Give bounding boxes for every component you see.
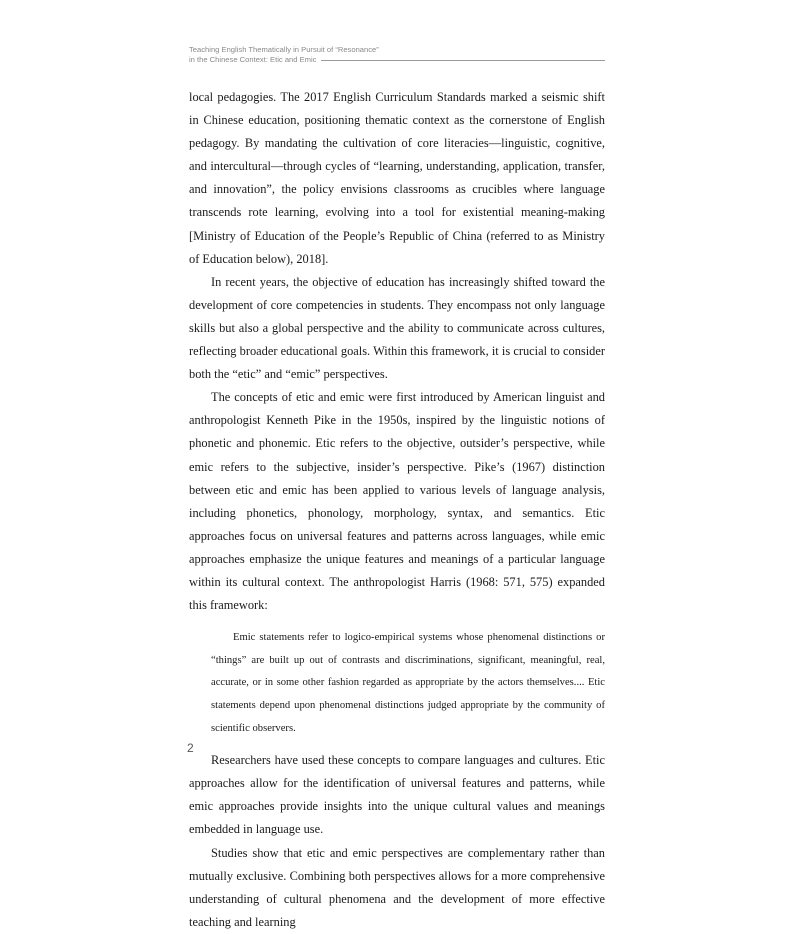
- body-text: [189, 86, 605, 934]
- paragraph: In recent years, the objective of education has increasingly shifted toward the development of core competencies in students. They encompass not only language skills but also a global perspective and the ability to communicate across cultures, reflecting broader educational goals. Within this framework, it is crucial to consider both the “etic” and “emic” perspectives.: [189, 274, 605, 382]
- running-head-line-2: in the Chinese Context: Etic and Emic: [189, 55, 317, 64]
- paragraph-continued: local pedagogies. The 2017 English Curriculum Standards marked a seismic shift in Chinese education, positioning thematic context as the cornerstone of English pedagogy. By mandating the cultivation of core literacies—linguistic, cognitive, and intercultural—through cycles of “learning, understanding, application, transfer, and innovation”, the policy envisions classrooms as crucibles where language transcends rote learning, evolving into a tool for existential meaning-making [Ministry of Education of the People’s Republic of China (referred to as Ministry of Education below), 2018].: [189, 90, 605, 266]
- paragraph: Researchers have used these concepts to compare languages and cultures. Etic approaches allow for the identification of universal features and patterns, while emic approaches provide insights into the unique cultural values and meanings embedded in language use.: [189, 753, 605, 837]
- running-head-line-1: Teaching English Thematically in Pursuit of “Resonance”: [189, 45, 379, 54]
- paragraph: The concepts of etic and emic were first introduced by American linguist and anthropologist Kenneth Pike in the 1950s, inspired by the linguistic notions of phonetic and phonemic. Etic refers to the objective, outsider’s perspective, while emic refers to the subjective, insider’s perspective. Pike’s (1967) distinction between etic and emic has been applied to various levels of language analysis, including phonetics, phonology, morphology, syntax, and semantics. Etic approaches focus on universal features and patterns across languages, while emic approaches emphasize the unique features and meanings of a particular language within its cultural context. The anthropologist Harris (1968: 571, 575) expanded this framework:: [189, 390, 605, 613]
- paragraph: Studies show that etic and emic perspectives are complementary rather than mutually exclusive. Combining both perspectives allows for a more comprehensive understanding of cultural phenomena and the development of more effective teaching and learning: [189, 845, 605, 929]
- page-number: 2: [187, 741, 194, 755]
- running-head-line-2-row: [189, 55, 605, 65]
- block-quote: [211, 627, 605, 740]
- running-head: [189, 45, 605, 65]
- block-quote-text: Emic statements refer to logico-empirical systems whose phenomenal distinctions or “things” are built up out of contrasts and discriminations, significant, meaningful, real, accurate, or in some other fashion regarded as appropriate by the actors themselves.... Etic statements depend upon phenomenal distinctions judged appropriate by the community of scientific observers.: [211, 632, 605, 734]
- header-rule: [321, 60, 605, 61]
